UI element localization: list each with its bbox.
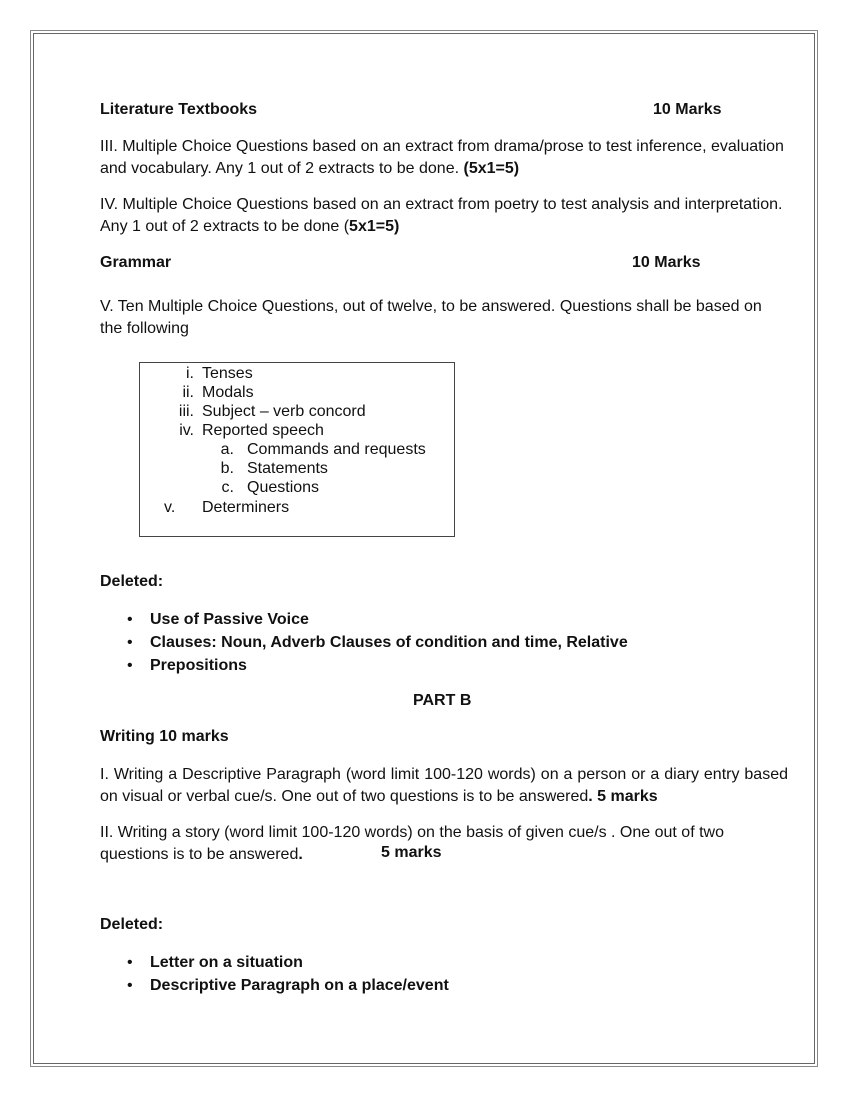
- bullet-icon: •: [127, 657, 133, 674]
- topic-number: ii.: [182, 384, 194, 401]
- literature-heading: Literature Textbooks: [100, 101, 258, 118]
- writing-question-ii: [100, 822, 788, 866]
- question-iii: [100, 136, 788, 180]
- writing-deleted-list: [125, 951, 449, 997]
- topic-reported-speech: Reported speech: [202, 422, 324, 439]
- topic-number: iv.: [179, 422, 194, 439]
- question-iv-marks: 5x1=5): [349, 218, 400, 235]
- list-item-label: Prepositions: [150, 657, 247, 674]
- topic-tenses: Tenses: [202, 365, 253, 382]
- part-b-title: PART B: [413, 692, 472, 709]
- writing-question-i-text: I. Writing a Descriptive Paragraph (word limit 100-120 words) on a person or a diary entry based on visual or verbal cue/s. One out of two questions is to be answered: [100, 766, 788, 805]
- writing-question-ii-marks: 5 marks: [381, 844, 442, 861]
- grammar-heading: Grammar: [100, 254, 172, 271]
- list-item: [125, 631, 628, 654]
- topic-modals: Modals: [202, 384, 254, 401]
- topic-number: iii.: [178, 403, 194, 420]
- literature-marks: 10 Marks: [653, 101, 722, 118]
- list-item-label: Letter on a situation: [150, 954, 303, 971]
- topics-box: [139, 362, 455, 537]
- subtopic-commands: Commands and requests: [247, 441, 426, 458]
- writing-heading: Writing 10 marks: [100, 728, 229, 745]
- question-iv-text: IV. Multiple Choice Questions based on an extract from poetry to test analysis and interpretation. Any 1 out of 2 extracts to be done (: [100, 196, 783, 235]
- writing-question-i: [100, 764, 788, 808]
- writing-question-ii-text: II. Writing a story (word limit 100-120 words) on the basis of given cue/s . One out of two questions is to be answered: [100, 824, 724, 863]
- bullet-icon: •: [127, 954, 133, 971]
- question-iii-marks: (5x1=5): [463, 160, 520, 177]
- grammar-deleted-list: [125, 608, 628, 677]
- question-iv: [100, 194, 788, 238]
- grammar-marks: 10 Marks: [632, 254, 701, 271]
- question-v: V. Ten Multiple Choice Questions, out of twelve, to be answered. Questions shall be based on the following: [100, 298, 762, 337]
- writing-deleted-heading: Deleted:: [100, 916, 164, 933]
- question-iii-text: III. Multiple Choice Questions based on an extract from drama/prose to test inference, evaluation and vocabulary. Any 1 out of 2 extracts to be done.: [100, 138, 784, 177]
- topic-determiners: Determiners: [202, 499, 290, 516]
- writing-question-i-marks: . 5 marks: [588, 788, 658, 805]
- subtopic-letter: c.: [221, 479, 234, 496]
- subtopic-letter: a.: [220, 441, 234, 458]
- page-border: [33, 33, 815, 1064]
- topic-number: i.: [186, 365, 194, 382]
- bullet-icon: •: [127, 634, 133, 651]
- list-item: [125, 951, 449, 974]
- list-item-label: Use of Passive Voice: [150, 611, 309, 628]
- subtopic-questions: Questions: [247, 479, 320, 496]
- list-item: [125, 654, 628, 677]
- list-item-label: Descriptive Paragraph on a place/event: [150, 977, 449, 994]
- list-item: [125, 608, 628, 631]
- list-item-label: Clauses: Noun, Adverb Clauses of condition and time, Relative: [150, 634, 628, 651]
- grammar-deleted-heading: Deleted:: [100, 573, 164, 590]
- bullet-icon: •: [127, 977, 133, 994]
- writing-question-ii-dot: .: [298, 846, 303, 863]
- topic-subject-verb-concord: Subject – verb concord: [202, 403, 366, 420]
- list-item: [125, 974, 449, 997]
- subtopic-letter: b.: [220, 460, 234, 477]
- topic-number: v.: [164, 499, 176, 516]
- subtopic-statements: Statements: [247, 460, 328, 477]
- bullet-icon: •: [127, 611, 133, 628]
